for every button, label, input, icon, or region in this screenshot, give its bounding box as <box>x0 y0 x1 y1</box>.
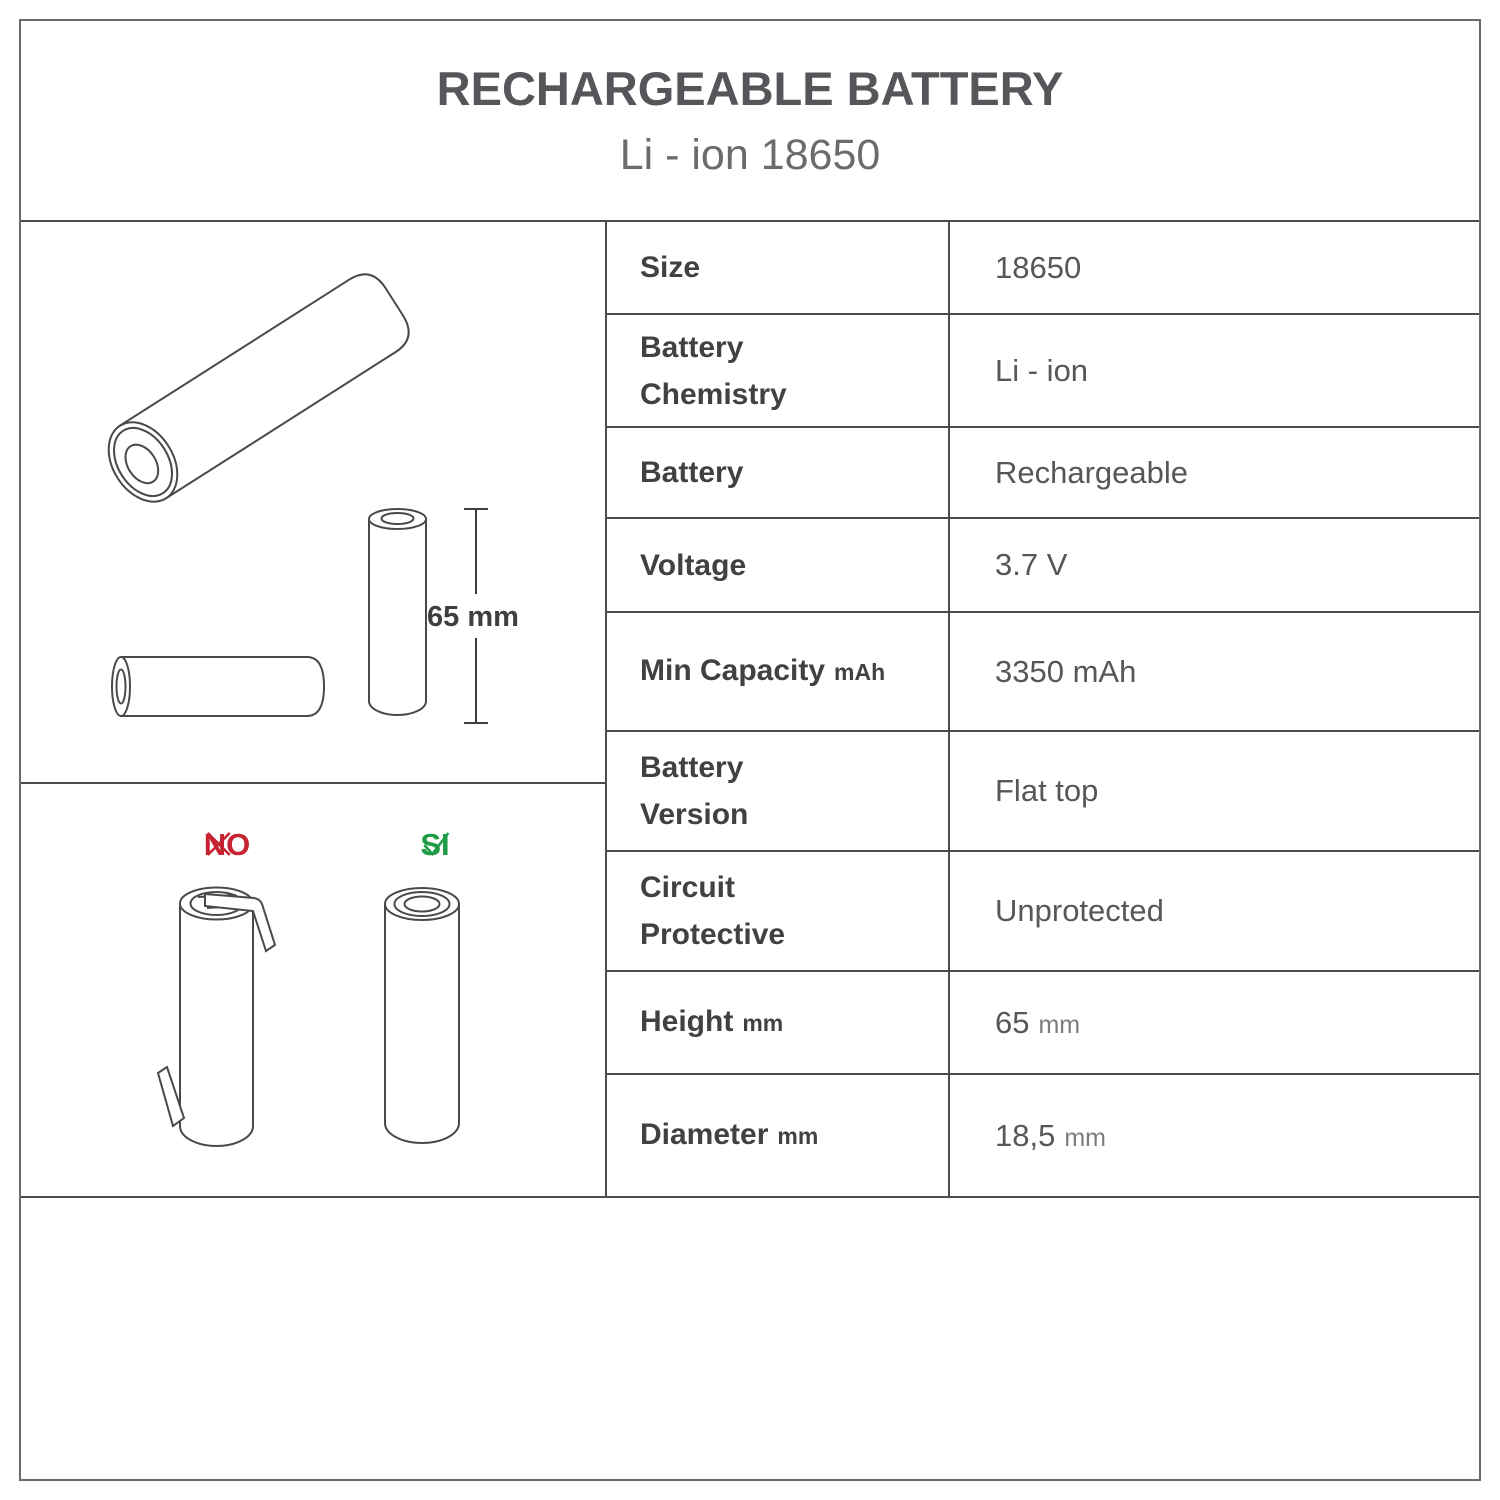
battery-with-tabs-illustration <box>158 888 275 1147</box>
spec-value-min-capacity: 3350 mAh <box>948 613 1479 732</box>
page-subtitle: Li - ion 18650 <box>619 131 881 179</box>
battery-drawings <box>21 222 605 782</box>
battery-plain-illustration <box>385 888 459 1143</box>
cross-icon <box>204 829 234 859</box>
header <box>21 21 1479 220</box>
spec-value-battery-chemistry: Li - ion <box>948 315 1479 428</box>
spec-label-diameter: Diameter mm <box>640 1118 819 1151</box>
spec-value-voltage: 3.7 V <box>948 519 1479 613</box>
table-bottom-line <box>21 1196 1479 1198</box>
comparison-drawings <box>21 784 605 1196</box>
spec-value-battery: Rechargeable <box>948 428 1479 519</box>
spec-label-size: Size <box>607 222 948 315</box>
battery-vertical-illustration <box>369 509 426 715</box>
spec-value-size: 18650 <box>948 222 1479 315</box>
spec-label-circuit-protective: Circuit Protective <box>607 852 948 972</box>
spec-label-battery-chemistry: Battery Chemistry <box>607 315 948 428</box>
comparison-panel <box>21 784 605 1196</box>
battery-horizontal-illustration <box>112 657 324 716</box>
spec-value-battery-version: Flat top <box>948 732 1479 852</box>
spec-label-battery: Battery <box>607 428 948 519</box>
spec-table <box>607 222 1479 1196</box>
si-mark-group <box>420 829 449 860</box>
spec-label-min-capacity: Min Capacity mAh <box>607 613 948 732</box>
page-title: RECHARGEABLE BATTERY <box>436 62 1064 115</box>
spec-value-circuit-protective: Unprotected <box>948 852 1479 972</box>
no-mark-group <box>204 829 251 860</box>
battery-illustration-panel <box>21 222 605 782</box>
check-icon <box>420 827 452 862</box>
spec-value-diameter: 18,5 mm <box>948 1075 1479 1196</box>
si-label: SI <box>420 827 450 862</box>
battery-diagonal-illustration <box>95 266 418 515</box>
no-label: NO <box>203 827 251 862</box>
spec-value-height: 65 mm <box>948 972 1479 1075</box>
spec-label-battery-version: Battery Version <box>607 732 948 852</box>
dimension-label: 65 mm <box>427 601 519 633</box>
spec-label-height: Height mm <box>607 972 948 1075</box>
spec-label-voltage: Voltage <box>607 519 948 613</box>
